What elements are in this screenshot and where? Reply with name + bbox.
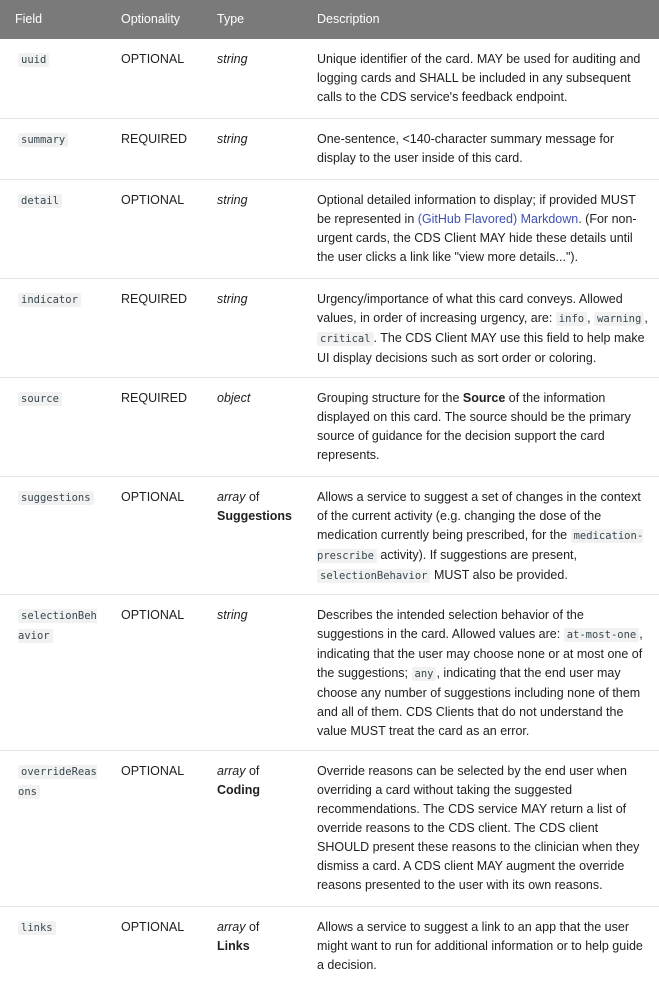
header-optionality: Optionality [121, 12, 181, 26]
field-name: suggestions [18, 495, 100, 508]
table-row [0, 279, 659, 378]
type-value: string [217, 52, 248, 66]
table-row [0, 119, 659, 180]
value-selectionBehavior: selectionBehavior [317, 569, 430, 583]
table-row [0, 907, 659, 986]
optionality-value: OPTIONAL [121, 52, 185, 66]
optionality-value: OPTIONAL [121, 490, 185, 504]
value-critical: critical [317, 332, 374, 346]
type-value: string [217, 608, 248, 622]
value-medication-prescribe: medication-prescribe [317, 530, 644, 562]
table-header [0, 0, 659, 39]
type-value: array of Coding [217, 764, 261, 797]
field-name: detail [18, 198, 100, 211]
header-type: Type [217, 12, 245, 26]
description: Optional detailed information to display; if provided MUST be represented in (GitHub Flavored) Markdown. (For non-urgent cards, the CDS Client MAY hide these details until the user clicks a link like "view more details..."). [317, 193, 637, 264]
description: Allows a service to suggest a set of changes in the context of the current activity (e.g. changing the dose of the medication currently being prescribed, for the medication-prescribe activity). If suggestions are present, selectionBehavior MUST also be provided. [317, 490, 644, 582]
description: Grouping structure for the Source of the information displayed on this card. The source should be the primary source of guidance for the decision support the card represents. [317, 391, 631, 462]
optionality-value: OPTIONAL [121, 608, 185, 622]
field-name: uuid [18, 57, 100, 70]
optionality-value: REQUIRED [121, 292, 187, 306]
field-name: indicator [18, 297, 100, 310]
optionality-value: OPTIONAL [121, 193, 185, 207]
table-row [0, 39, 659, 119]
value-warning: warning [594, 312, 644, 326]
description: One-sentence, <140-character summary message for display to the user inside of this card. [317, 132, 615, 165]
value-at-most-one: at-most-one [564, 628, 640, 642]
field-name: selectionBehavior [18, 610, 97, 642]
table-row [0, 378, 659, 477]
type-value: object [217, 391, 251, 405]
field-name: summary [18, 137, 100, 150]
table-row [0, 180, 659, 279]
type-value: string [217, 193, 248, 207]
table-row [0, 751, 659, 907]
table-row [0, 595, 659, 751]
value-any: any [412, 667, 437, 681]
field-name: links [18, 925, 100, 938]
optionality-value: OPTIONAL [121, 764, 185, 778]
field-name: source [18, 396, 100, 409]
header-field: Field [15, 12, 43, 26]
markdown-link[interactable]: (GitHub Flavored) Markdown [417, 212, 579, 226]
type-value: array of Links [217, 920, 260, 953]
description: Override reasons can be selected by the end user when overriding a card without taking the suggested recommendations. The CDS service MAY return a list of override reasons to the CDS client. The CDS client SHOULD present these reasons to the clinician when they dismiss a card. A CDS client MAY augment the override reasons presented to the user with its own reasons. [317, 764, 640, 892]
description: Describes the intended selection behavior of the suggestions in the card. Allowed values are: at-most-one , indicating that the user may choose none or at most one of the suggestions; any , indicating that the end user may choose any number of suggestions including none of them and all of them. CDS Clients that do not understand the value MUST treat the card as an error. [317, 608, 643, 738]
optionality-value: REQUIRED [121, 132, 187, 146]
optionality-value: OPTIONAL [121, 920, 185, 934]
type-value: array of Suggestions [217, 490, 293, 523]
header-description: Description [317, 12, 380, 26]
type-value: string [217, 292, 248, 306]
description: Allows a service to suggest a link to an app that the user might want to run for additional information or to help guide a decision. [317, 920, 643, 972]
field-name: overrideReasons [18, 766, 97, 798]
optionality-value: REQUIRED [121, 391, 187, 405]
type-value: string [217, 132, 248, 146]
table-row [0, 477, 659, 595]
value-info: info [556, 312, 587, 326]
description: Urgency/importance of what this card conveys. Allowed values, in order of increasing urgency, are: info , warning , critical . The CDS Client MAY use this field to help make UI display decisions such as sort order or coloring. [317, 292, 648, 365]
description: Unique identifier of the card. MAY be used for auditing and logging cards and SHALL be included in any subsequent calls to the CDS service's feedback endpoint. [317, 52, 641, 104]
